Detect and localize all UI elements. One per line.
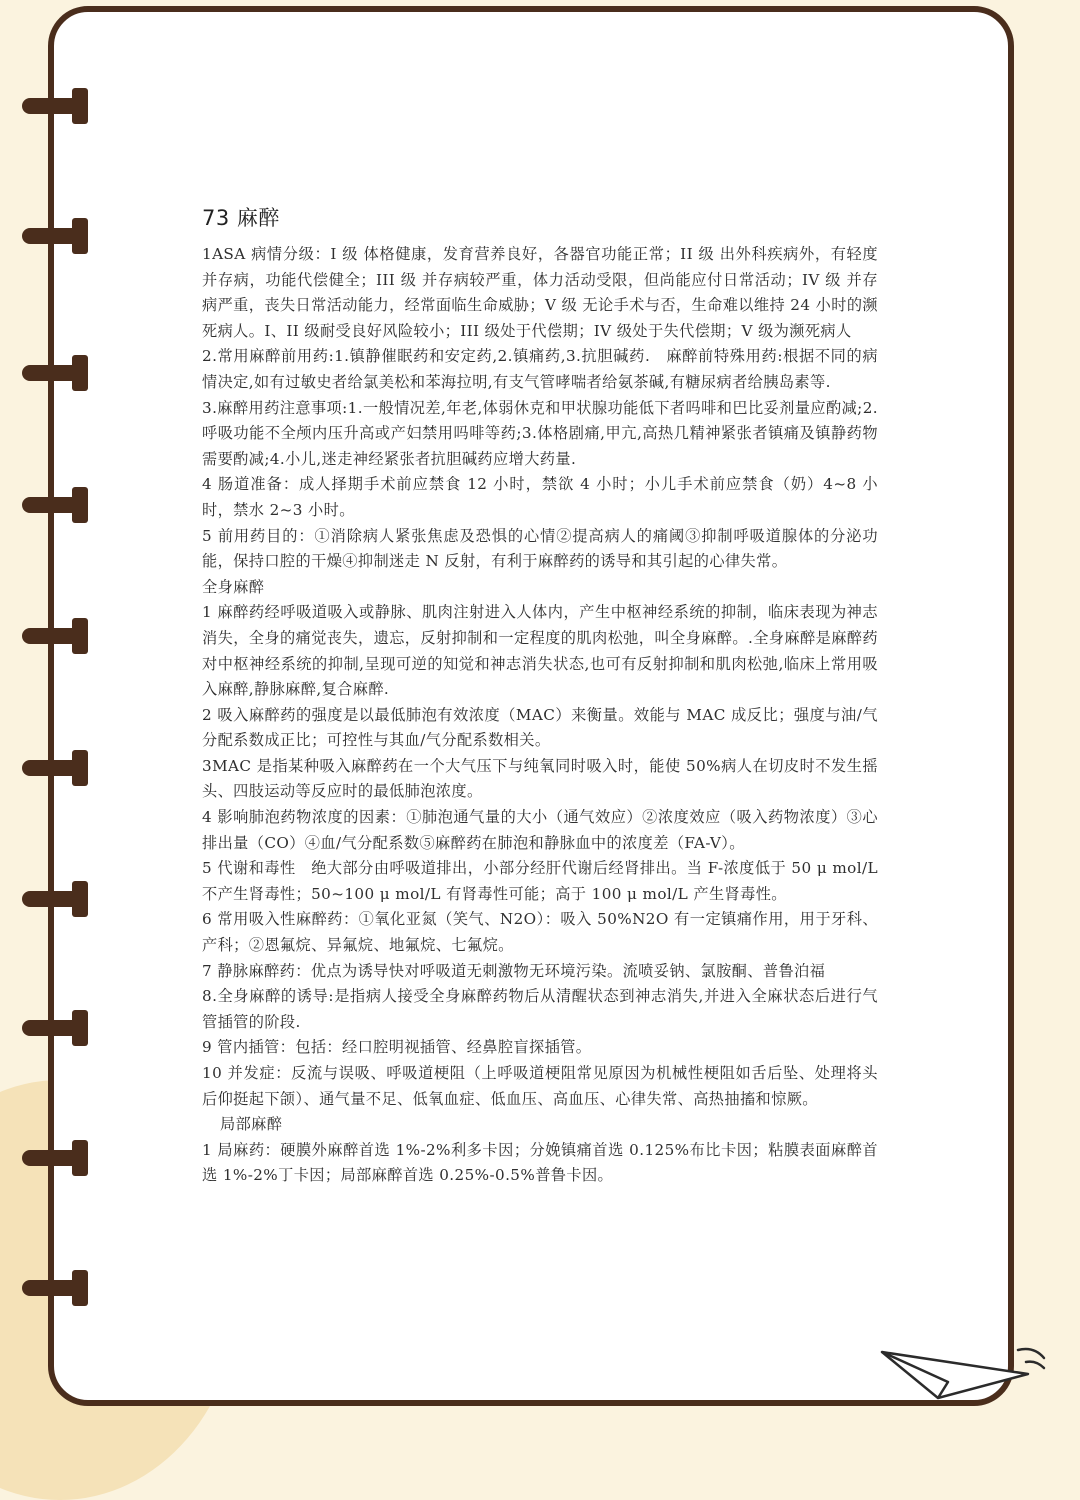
paragraph-mac-definition: 3MAC 是指某种吸入麻醉药在一个大气压下与纯氧同时吸入时，能使 50%病人在切皮时不发生摇头、四肢运动等反应时的最低肺泡浓度。 [202, 756, 878, 801]
binder-ring-icon [22, 497, 88, 519]
section-heading-general-anesthesia: 全身麻醉 [202, 577, 265, 596]
paper-plane-icon [878, 1340, 1048, 1400]
paragraph-premedication: 2.常用麻醉前用药:1.镇静催眠药和安定药,2.镇痛药,3.抗胆碱药. 麻醉前特殊用药:根据不同的病情决定,如有过敏史者给氯美松和苯海拉明,有支气管哮喘者给氨茶碱,有糖尿病者给胰岛素等. [202, 347, 878, 391]
binder-ring-icon [22, 98, 88, 120]
document-content [202, 202, 878, 1189]
paragraph-mac: 2 吸入麻醉药的强度是以最低肺泡有效浓度（MAC）来衡量。效能与 MAC 成反比；强度与油/气分配系数成正比；可控性与其血/气分配系数相关。 [202, 705, 878, 750]
binder-ring-icon [22, 1020, 88, 1042]
paragraph-bowel-prep: 4 肠道准备：成人择期手术前应禁食 12 小时，禁欲 4 小时；小儿手术前应禁食（奶）4~8 小时，禁水 2~3 小时。 [202, 475, 878, 519]
binder-ring-icon [22, 1150, 88, 1172]
paragraph-induction: 8.全身麻醉的诱导:是指病人接受全身麻醉药物后从清醒状态到神志消失,并进入全麻状态后进行气管插管的阶段. [202, 987, 878, 1031]
binder-ring-icon [22, 760, 88, 782]
paragraph-inhaled-agents: 6 常用吸入性麻醉药：①氧化亚氮（笑气、N2O）：吸入 50%N2O 有一定镇痛作用，用于牙科、产科；②恩氟烷、异氟烷、地氟烷、七氟烷。 [202, 910, 878, 955]
paragraph-local-agents: 1 局麻药：硬膜外麻醉首选 1%-2%利多卡因；分娩镇痛首选 0.125%布比卡因；粘膜表面麻醉首选 1%-2%丁卡因；局部麻醉首选 0.25%-0.5%普鲁卡因。 [202, 1140, 878, 1185]
binder-ring-icon [22, 228, 88, 250]
paragraph-alveolar-factors: 4 影响肺泡药物浓度的因素：①肺泡通气量的大小（通气效应）②浓度效应（吸入药物浓度）③心排出量（CO）④血/气分配系数⑤麻醉药在肺泡和静脉血中的浓度差（FA-V）。 [202, 808, 878, 852]
paragraph-general-definition: 1 麻醉药经呼吸道吸入或静脉、肌肉注射进入人体内，产生中枢神经系统的抑制，临床表现为神志消失，全身的痛觉丧失，遗忘，反射抑制和一定程度的肌肉松弛，叫全身麻醉。.全身麻醉是麻醉药对中枢神经系统的抑制,呈现可逆的知觉和神志消失状态,也可有反射抑制和肌肉松弛,临床上常用吸入麻醉,静脉麻醉,复合麻醉. [202, 603, 878, 699]
paragraph-intubation: 9 管内插管：包括：经口腔明视插管、经鼻腔盲探插管。 [202, 1038, 592, 1057]
paragraph-asa: 1ASA 病情分级：I 级 体格健康，发育营养良好，各器官功能正常；II 级 出外科疾病外，有轻度并存病，功能代偿健全；III 级 并存病较严重，体力活动受限，但尚能应付日常活动；IV 级 并存病严重，丧失日常活动能力，经常面临生命威胁；V 级 无论手术与否，生命难以维持 24 小时的濒死病人。I、II 级耐受良好风险较小；III 级处于代偿期；IV 级处于失代偿期；V 级为濒死病人 [202, 245, 878, 340]
page-title: 73 麻醉 [202, 206, 280, 230]
binder-ring-icon [22, 365, 88, 387]
paragraph-iv-agents: 7 静脉麻醉药：优点为诱导快对呼吸道无刺激物无环境污染。流喷妥钠、氯胺酮、普鲁泊福 [202, 961, 826, 980]
paragraph-drug-precautions: 3.麻醉用药注意事项:1.一般情况差,年老,体弱休克和甲状腺功能低下者吗啡和巴比妥剂量应酌减;2.呼吸功能不全颅内压升高或产妇禁用吗啡等药;3.体格剧痛,甲亢,高热几精神紧张者镇痛及镇静药物需要酌减;4.小儿,迷走神经紧张者抗胆碱药应增大药量. [202, 398, 878, 468]
paragraph-complications: 10 并发症：反流与误吸、呼吸道梗阻（上呼吸道梗阻常见原因为机械性梗阻如舌后坠、处理将头后仰挺起下颌）、通气量不足、低氧血症、低血压、高血压、心律失常、高热抽搐和惊厥。 [202, 1064, 878, 1108]
binder-ring-icon [22, 891, 88, 913]
binder-ring-icon [22, 1280, 88, 1302]
section-heading-local-anesthesia: 局部麻醉 [220, 1115, 283, 1134]
binder-ring-icon [22, 628, 88, 650]
paragraph-metabolism: 5 代谢和毒性 绝大部分由呼吸道排出，小部分经肝代谢后经肾排出。当 F-浓度低于 50 μ mol/L 不产生肾毒性；50~100 μ mol/L 有肾毒性可能；高于 100 μ mol/L 产生肾毒性。 [202, 859, 878, 903]
paragraph-premed-purpose: 5 前用药目的：①消除病人紧张焦虑及恐惧的心情②提高病人的痛阈③抑制呼吸道腺体的分泌功能，保持口腔的干燥④抑制迷走 N 反射，有利于麻醉药的诱导和其引起的心律失常。 [202, 526, 878, 571]
